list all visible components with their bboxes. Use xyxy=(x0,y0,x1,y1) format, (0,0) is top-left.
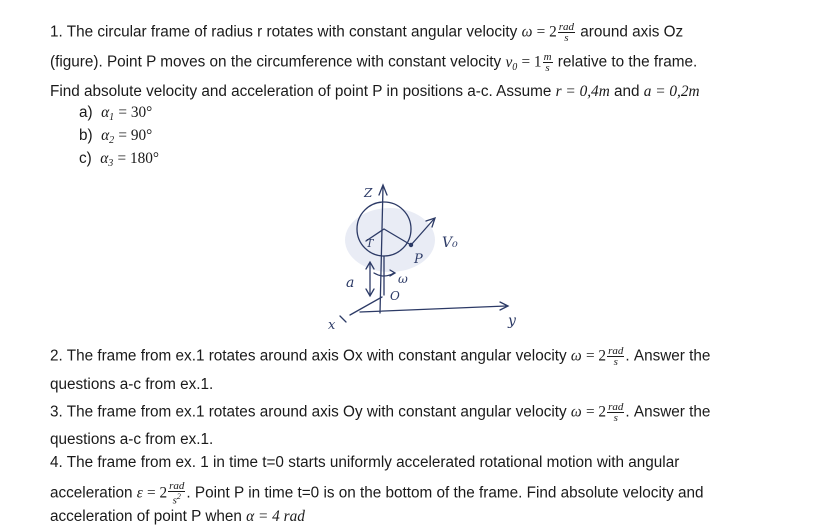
omega-label: ω xyxy=(398,272,408,286)
ex3-text: 3. The frame from ex.1 rotates around axis Oy with constant angular velocity xyxy=(50,403,567,421)
ex1-text: (figure). Point P moves on the circumference with constant velocity xyxy=(50,53,502,71)
ex2-text: questions a-c from ex.1. xyxy=(50,376,214,393)
ex1-line-2 xyxy=(50,52,697,78)
a-value: a = 0,2m xyxy=(643,83,700,100)
ex4-line-1 xyxy=(50,453,679,473)
ex1-line-1 xyxy=(50,22,683,43)
item-label: c) xyxy=(79,150,92,167)
unit-rad-per-s: $\frac{\text{rad}}{s}$ xyxy=(558,21,575,44)
ex1-line-3 xyxy=(50,82,700,102)
ex2-line-2 xyxy=(50,375,213,395)
ex3-text-end: . Answer the xyxy=(625,403,711,421)
omega-symbol: ω xyxy=(570,347,582,365)
ex1-item-b xyxy=(79,126,152,151)
ex4-line-3 xyxy=(50,507,305,527)
ex3-line-1 xyxy=(50,402,710,423)
y-label: y xyxy=(508,313,516,329)
ex1-item-c xyxy=(79,149,159,174)
ex3-text: questions a-c from ex.1. xyxy=(50,431,214,448)
omega-symbol: ω xyxy=(570,403,582,421)
ex4-text: 4. The frame from ex. 1 in time t=0 starts uniformly accelerated rotational motion with angular xyxy=(50,454,680,471)
v0-symbol: $v_0$ xyxy=(505,53,518,73)
omega-value: = 2 xyxy=(585,347,607,365)
t-label: T xyxy=(366,237,374,250)
unit-m-per-s: $\frac{m}{s}$ xyxy=(543,51,552,74)
alpha-symbol: $\alpha_2$ xyxy=(101,127,115,146)
alpha-value: = 90° xyxy=(118,127,153,144)
alpha-symbol: $\alpha_3$ xyxy=(100,150,114,169)
ex4-line-2 xyxy=(50,481,704,506)
ex4-text: acceleration of point P when xyxy=(50,508,242,525)
r-value: r = 0,4m xyxy=(555,83,610,100)
omega-value: = 2 xyxy=(536,23,557,41)
alpha-final-value: α = 4 rad xyxy=(246,508,305,525)
unit-rad-per-s: $\frac{\text{rad}}{s}$ xyxy=(608,401,624,424)
ex1-text-end: relative to the frame. xyxy=(557,53,698,71)
epsilon-value: = 2 xyxy=(147,484,168,502)
o-label: O xyxy=(390,289,400,303)
omega-value: = 2 xyxy=(585,403,607,421)
y-axis xyxy=(360,306,506,312)
x-label: x xyxy=(328,318,336,333)
item-label: a) xyxy=(79,104,93,121)
item-label: b) xyxy=(79,127,93,144)
ex4-text: acceleration xyxy=(50,484,133,502)
alpha-value: = 180° xyxy=(117,150,160,167)
unit-rad-per-s: $\frac{\text{rad}}{s}$ xyxy=(608,345,624,368)
v0-label: V₀ xyxy=(442,235,458,251)
ex1-text: 1. The circular frame of radius r rotates with constant angular velocity xyxy=(50,23,518,41)
ex3-line-2 xyxy=(50,430,213,450)
unit-rad-per-s2: $\frac{\text{rad}}{s^2}$ xyxy=(169,480,185,507)
p-label: P xyxy=(414,252,423,267)
ex1-text-end: around axis Oz xyxy=(580,23,684,41)
frame-figure xyxy=(310,175,530,335)
z-label: Z xyxy=(364,186,373,200)
ex2-line-1 xyxy=(50,346,710,367)
alpha-value: = 30° xyxy=(118,104,153,121)
ex2-text-end: . Answer the xyxy=(625,347,711,365)
ex1-text: Find absolute velocity and acceleration of point P in positions a-c. Assume xyxy=(50,83,552,100)
x-mark xyxy=(340,316,346,322)
v0-value: = 1 xyxy=(521,53,542,71)
omega-symbol: ω xyxy=(521,23,533,41)
alpha-symbol: $\alpha_1$ xyxy=(101,104,115,123)
point-p xyxy=(409,243,413,247)
a-label: a xyxy=(346,275,355,291)
ex1-and: and xyxy=(614,83,640,100)
ex2-text: 2. The frame from ex.1 rotates around axis Ox with constant angular velocity xyxy=(50,347,567,365)
ex4-text-end: . Point P in time t=0 is on the bottom of the frame. Find absolute velocity and xyxy=(186,484,704,502)
epsilon-symbol: ε xyxy=(136,484,143,502)
ex1-item-a xyxy=(79,103,152,128)
